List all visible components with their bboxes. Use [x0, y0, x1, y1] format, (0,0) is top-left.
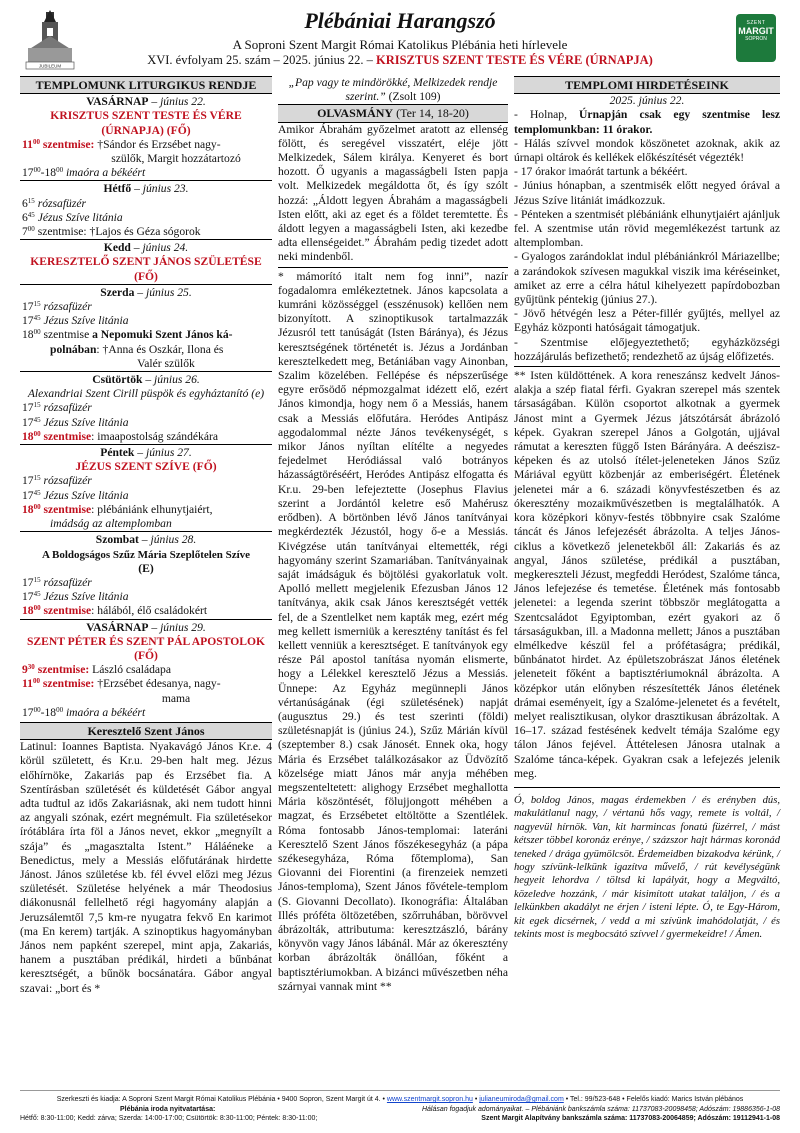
article-continuation: * mámorító italt nem fog inni”, nazír fogadalomra emlékeztetnek. János kapcsolata a kumráni közösséggel (esszénusok) kellően nem bizonyított. A szinoptikusok tartalmazzák Jézusról tett tanúságát (Isten Báránya), és Jézus keresztségének történetét is. Jézus a Jordánban keresztelkedett meg, Betániában vagy Ainonban, Szalim közelében. Fellépése és népszerűsége egyre erősödő népmozgalmat idézett elő, ezért János kimondja, hogy nem ő a Messiás, hanem csak a Messiás előfutára. Heródes Antipász aggodalommal nézte János tevékenységét, s mikor János nyíltan elítélte a negyedes fejedelmet Heródiással való botrányos házasságtöréséért, Heródes Antipász elfogatta és Kr.u. 29-ben lefejeztette (Josephus Flavius szerint a Jordántól keletre eső Mahérusz erődben). A börtönben lévő János tanítványai megkérdezték Jézustól, hogy ő-e a Messiás. Kivégzése után tanítványai eltemették, régi hagyomány szerint Szamariában. Tanítványainak saját imádságuk és böjtölési gyakorlatuk volt. Apolló mellett megjelenik Efezusban János 12 tanítványa, akik csak János keresztségét vették fel, de a Szentlelket nem kapták meg, ezért még meg kellett ismerniük a keresztény tanítást és fel kellett venniük a keresztséget. E tanítványok egy része Pál apostol tanítása nyomán elismerte, hogy a Lélekkel keresztelő Jézus a Messiás. Ünnepe: Az Egyház megünnepli János vértanúságának (égi születésének) napját (augusztus 29.) és test szerinti (földi) születésnapját is (június 24.), Szűz Márián kívül (szeptember 8.) csak Jánosét. Ennek oka, hogy Mária és Erzsébet találkozásakor az Üdvözítő közelsége miatt János már anyja méhében megszenteltetett: alighogy Erzsébet meghallotta Mária köszöntését, fölujjongott méhében a magzat, és Erzsébetet eltöltötte a Szentlélek. Róma fontosabb János-templomai: lateráni Keresztelő Szent János főszékesegyház (a pápa székesegyháza, Róma főtemploma), San Giovanni dei Fiorentini (a firenzeiek nemzeti János-temploma), Szent János fővétele-templom (S. Giovanni Decollato). Ikonográfia: Általában Illés próféta öltözetében, szőrruhában, börövvel ábrázolták, attributuma: keresztzászló, bárány könyvön vagy János lábánál. Már az ókeresztény korban ábrázolták önállóan, főként a baptisztériumokban. A bizánci művészetben néha szárnyai vannak mint **: [278, 269, 508, 993]
mass-line: $9^{30}$ szentmise: László családapa: [22, 663, 171, 677]
liturgy-column: [20, 76, 272, 996]
mass-line-cont: mama: [161, 691, 191, 705]
issue-feast: KRISZTUS SZENT TESTE ÉS VÉRE (ÚRNAPJA): [375, 53, 653, 67]
announcement-item: - Pénteken a szentmisét plébániánk elhunytjaiért ajánljuk fel. A szentmise után rövid megemlékezést tartunk az altemplomban.: [514, 207, 780, 250]
litany-line: $6^{45}$ Jézus Szíve litánia: [22, 210, 123, 224]
day-saturday: Szombat – június 28.: [20, 531, 272, 547]
announcements-column: [514, 76, 780, 941]
footer: [20, 1090, 780, 1124]
article-text: Latinul: Ioannes Baptista. Nyakavágó János Kr.e. 4 körül született, és Kr.u. 29-ben halt meg. Jézus előhírnöke, Zakariás pap és Erzsébet fia. A Szentírásban születését és küldetését Gábor angyal adta tudtul az idős Zakariásnak, aki nem tudott hinni az angyali szónak, ezért megnémult. Fia születésekor írótáblára írta föl a János nevet, ekkor „megnyílt a szája” és „magasztalta Istent.” Háláéneke a Benedictus, mely a Messiás előfutárának hirdette Jánost. János születése kb. fél évvel előzi meg Jézus születését. Születése helyének a már Theodosius diákonusnál fellelhető régi hagyomány alapján a Jeruzsálemtől 7,5 km-re nyugatra fekvő En karimot (ma En kerem) tartják. A szinoptikus hagyományban János nem papként szerepel, mint apja, Zakariás, hanem a pusztában prédikál, hirdeti a bűnbánat keresztségét, a bűnök bocsánatára. Gábor angyal szavai: „bort és *: [20, 740, 272, 995]
day-friday: Péntek – június 27.: [20, 444, 272, 460]
announcements-date: 2025. június 22.: [609, 94, 685, 108]
reading-column: [278, 76, 508, 994]
day-tuesday: Kedd – június 24.: [20, 239, 272, 255]
rosary-line: $17^{15}$ rózsafüzér: [22, 300, 92, 314]
divider: [278, 267, 508, 268]
memorial-rank: (E): [138, 561, 154, 575]
announcement-item: - 17 órakor imaórát tartunk a békéért.: [514, 165, 688, 179]
mass-line: $11^{00}$ szentmise: †Erzsébet édesanya, nagy-: [22, 677, 221, 691]
logo-line-1: SZENT: [746, 20, 766, 26]
litany-line: $17^{45}$ Jézus Szíve litánia: [22, 488, 129, 502]
announcement-item: - Június hónapban, a szentmisék előtt negyed órával a Jézus Szíve litániát imádkozzuk.: [514, 179, 780, 207]
announcement-item: - Gyalogos zarándoklat indul plébániánkról Máriazellbe; a zarándokok szívesen magukkal viszik ima kéréseinket, amiket az erre a célra hátul kihelyezett papírdobozban gyűjtünk péntekig (június 27.).: [514, 250, 780, 307]
rosary-line: $6^{15}$ rózsafüzér: [22, 196, 87, 210]
logo-text: JUBILEUM: [38, 63, 62, 69]
prayer-line: $17^{00}-18^{00}$ imaóra a békéért: [22, 705, 146, 719]
announcement-item: - Jövő hétvégén lesz a Péter-fillér gyűjtés, mellyel az Egyház központi hatóságait támogatjuk.: [514, 307, 780, 335]
memorial-title: Alexandriai Szent Cirill püspök és egyháztanító (e): [27, 387, 265, 401]
mass-line: $7^{00}$ szentmise: †Lajos és Géza sógorok: [22, 225, 201, 239]
announcement-item: - Holnap, Úrnapján csak egy szentmise lesz templomunkban: 11 órakor.: [514, 108, 780, 136]
announcements-heading: TEMPLOMI HIRDETÉSEINK: [514, 76, 780, 94]
logo-line-2: MARGIT: [738, 26, 774, 36]
footer-line-1: Szerkeszti és kiadja: A Soproni Szent Margit Római Katolikus Plébánia • 9400 Sopron, Szent Margit út 4. • www.szentmargit.sopron.hu • julianeumiroda@gmail.com • Tel.: 99/523-648 • Felelős kiadó: Marics István plébános: [56, 1096, 744, 1103]
newsletter-subtitle: A Soproni Szent Margit Római Katolikus Plébánia heti hírlevele: [232, 37, 568, 52]
mass-line: $18^{00}$ szentmise: hálából, élő családokért: [22, 604, 208, 618]
prayer-line: $17^{00}-18^{00}$ imaóra a békéért: [22, 166, 146, 180]
article-heading: Keresztelő Szent János: [20, 722, 272, 740]
email-link[interactable]: julianeumiroda@gmail.com: [479, 1096, 564, 1103]
rosary-line: $17^{15}$ rózsafüzér: [22, 575, 92, 589]
szent-margit-logo: [736, 14, 776, 62]
litany-line: $17^{45}$ Jézus Szíve litánia: [22, 314, 129, 328]
psalm-quote: „Pap vagy te mindörökké, Melkizedek rendje szerint.” (Zsolt 109): [288, 76, 498, 104]
mass-line: $18^{00}$ szentmise: imaapostolság szándékára: [22, 429, 218, 443]
mass-intention-cont: szülők, Margit hozzátartozó: [111, 152, 241, 166]
mass-line-cont: polnában: †Anna és Oszkár, Ilona és: [50, 342, 224, 356]
litany-line: $17^{45}$ Jézus Szíve litánia: [22, 415, 129, 429]
website-link[interactable]: www.szentmargit.sopron.hu: [386, 1096, 473, 1103]
liturgy-heading: TEMPLOMUNK LITURGIKUS RENDJE: [20, 76, 272, 94]
day-sunday-2: VASÁRNAP – június 29.: [20, 619, 272, 635]
feast-title: SZENT PÉTER ÉS SZENT PÁL APOSTOLOK (FŐ): [26, 634, 266, 662]
rosary-line: $17^{15}$ rózsafüzér: [22, 401, 92, 415]
masthead: [20, 8, 780, 74]
litany-line: $17^{45}$ Jézus Szíve litánia: [22, 590, 129, 604]
issue-number: XVI. évfolyam 25. szám – 2025. június 22. –: [147, 53, 376, 67]
rosary-line: $17^{15}$ rózsafüzér: [22, 474, 92, 488]
day-date: – június 22.: [148, 95, 206, 109]
announcement-item: - Szentmise előjegyeztethető; egyházközségi hozzájárulás befizethető; rendezhető az újság előfizetés.: [514, 335, 780, 363]
divider: [514, 366, 780, 367]
day-sunday-1: [20, 94, 272, 109]
mass-line-cont: imádság az altemplomban: [50, 517, 172, 531]
mass-line-cont: Valér szülők: [137, 356, 195, 370]
day-thursday: Csütörtök – június 26.: [20, 371, 272, 387]
mass-line: $18^{00}$ szentmise: plébániánk elhunytjaiért,: [22, 502, 213, 516]
reading-heading: OLVASMÁNY (Ter 14, 18-20): [278, 104, 508, 122]
footer-line-2: Plébánia iroda nyitvatartása: Hálásan fogadjuk adományaikat. – Plébániánk bankszámla száma: 11737083-20098458; Adószám: 19886356-1-08: [120, 1105, 780, 1113]
mass-time: $11^{00}$ szentmise:: [22, 137, 95, 151]
article-continuation: ** Isten küldöttének. A kora reneszánsz kedvelt János-alakja a szép fiatal férfi. Gyakran szerepel más szentek társaságában. Külön csoportot alkotnak a gyermek Jánost mint a Gyermek Jézus játszótársát ábrázoló képek. Gyakran szerepel János a Golgotán, ujjával rámutat a kereszten függő Isten Bárányára. A deészisz-képeken és az utolsó ítélet-jeleneteken János Szűz Máriával együtt közbenjár az emberiségért. Életének jelenetei már a 6. századi könyvfestészetben és az ókeresztény mozaikművészetben is megtalálhatók. A kora középkori könyv-festés többnyire csak Szalóme táncát és János lefejezését ábrázolta. A teljes János-ciklus a következő jelenetekből áll: Zakariás és az angyal, János születése, prédikál a pusztában, megkereszteli Jézust, megfeddi Heródest, Szalóme tánca, János lefejezése és temetése. Életének más fontosabb jelenetei: a legenda szerint többször meglátogatta a Szentcsaládot Egyiptomban, ezért gyakori az ő társaságukban, ill. a Madonna mellett; János a pusztában elmélkedve készül fel a prófétaságra; prédikál, bűnbánatot hirdet. Az épületszobrászat János életének jeleneteit főként a baptisztériumoknál ábrázolta. A középkor után előnyben részesítették János életének drámai eseményeit, így a Szalóme-jelenetet és a fevételt, melyet realisztikusan, olykor drasztikusan ábrázoltak. A 16–17. század festésének kedvelt témája Szalóme egy tálon János fejével. Áttételesen Jánosra utalnak a Szalóme tánca-képek. Gyakran csak a lefejezés jelenik meg.: [514, 369, 780, 780]
logo-line-3: SOPRON: [745, 36, 767, 42]
feast-title: JÉZUS SZENT SZÍVE (FŐ): [75, 460, 217, 474]
mass-line: $18^{00}$ szentmise a Nepomuki Szent János ká-: [22, 328, 233, 342]
memorial-title: A Boldogságos Szűz Mária Szeplőtelen Szíve: [41, 548, 251, 561]
day-monday: Hétfő – június 23.: [20, 180, 272, 196]
feast-title: KERESZTELŐ SZENT JÁNOS SZÜLETÉSE (FŐ): [30, 255, 262, 283]
hymn-text: Ó, boldog János, magas érdemekben / és erényben dús, makulátlanul nagy, / vértanú hős vagy, remete is voltál, / nagyevül hírnök. Van, kit harmincas fonatú füzérrel, / mást kétszer többel koronáz erénye, / százszor hajt hármas koronád teneked / drága gyümölcsöt. Érdemeidben bizakodva kérünk, / hogy szívünk-lelkünk igazítva művelő, / rút kevélységünk hegyeit lehordva / töltsd ki lapályát, hogy a Megváltó, közeledve hozzánk, / már kisimított utakat találjon, / és a lelkünkben akadályt ne érjen / isteni lépte. Ó, te Egy-Három, kit egek dicsérnek, / vedd a mi szívünk imahódolatját, / és tekints most is megbocsátó szívvel / gyermekeidre! / Ámen.: [514, 794, 780, 941]
day-wednesday: Szerda – június 25.: [20, 284, 272, 300]
footer-line-3: Hétfő: 8:30-11:00; Kedd: zárva; Szerda: 14:00-17:00; Csütörtök: 8:30-11:00; Péntek: 8:30-11:00; Szent Margit Alapítvány bankszámla száma: 11737083-20064859; Adószám: 19112941-1-08: [20, 1115, 780, 1122]
announcement-list: [514, 108, 780, 364]
mass-line: $11^{00}$ szentmise: †Sándor és Erzsébet nagy-: [22, 137, 221, 151]
reading-text: Amikor Ábrahám győzelmet aratott az ellenség fölött, és seregével visszatért, eléje jött Melkizedek, Sálem királya. Kenyeret és bort hozott. Ő ugyanis a magasságbeli Isten papja volt. Melkizedek megáldotta őt, és így szólt hozzá: „Áldott legyen Ábrahám a magasságbeli Isten előtt, aki az eget és a földet teremtette. És áldott legyen a magasságbeli Isten, aki kezedbe adta ellenségeidet.” Ábrahám pedig tizedet adott neki mindenből.: [278, 122, 508, 264]
divider: [514, 787, 780, 788]
feast-title: KRISZTUS SZENT TESTE ÉS VÉRE (ÚRNAPJA) (FŐ): [50, 109, 242, 137]
day-label: VASÁRNAP: [86, 95, 149, 109]
newsletter-title: Plébániai Harangszó: [304, 8, 496, 33]
announcement-item: - Hálás szívvel mondok köszönetet azoknak, akik az úrnapi oltárok és kellékek előkészítését végezték!: [514, 136, 780, 165]
issue-line: [20, 53, 780, 68]
